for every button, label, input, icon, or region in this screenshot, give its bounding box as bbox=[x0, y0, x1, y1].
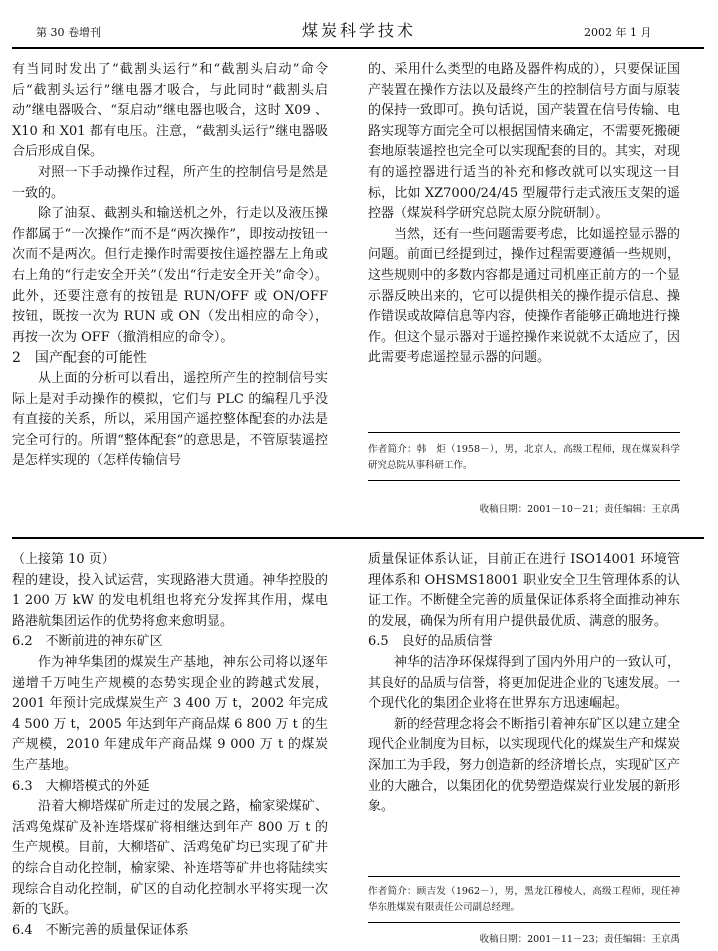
paragraph: 新的经营理念将会不断指引着神东矿区以建立建全现代企业制度为目标，以实现现代化的煤炭生产和煤炭深加工为手段，努力创造新的经济增长点，实现矿区产业的大融合，以集团化的优势塑造煤炭行业发展的新形象。 bbox=[368, 716, 681, 815]
section-heading: 2 国产配套的可能性 bbox=[12, 350, 147, 367]
note-rule bbox=[368, 432, 680, 433]
article-separator bbox=[12, 537, 704, 539]
note-rule bbox=[368, 922, 680, 923]
paragraph: 有当同时发出了“截割头运行”和“截割头启动”命令后“截割头运行”继电器才吸合，与此同时“截割头启动”继电器吸合、“泵启动”继电器也吸合，这时 X09 、X10 和 X01 都有电压。注意，“截割头运行”继电器吸合后形成自保。 bbox=[12, 62, 328, 160]
continuation-note: （上接第 10 页） bbox=[12, 552, 115, 567]
author-note: 作者简介：顾吉发（1962－），男，黑龙江穆棱人，高级工程师，现任神华东胜煤炭有限责任公司副总经理。 bbox=[368, 886, 680, 913]
paragraph: 对照一下手动操作过程，所产生的控制信号是然是一致的。 bbox=[12, 164, 328, 201]
volume-label: 第 30 卷增刊 bbox=[36, 26, 101, 39]
paragraph: 质量保证体系认证，目前正在进行 ISO14001 环境管理体系和 OHSMS18001 职业安全卫生管理体系的认证工作。不断健全完善的质量保证体系将全面推动神东的发展，确保为所有用户提供最优质、满意的服务。 bbox=[368, 552, 681, 629]
paragraph: 沿着大柳塔煤矿所走过的发展之路，榆家梁煤矿、活鸡兔煤矿及补连塔煤矿将相继达到年产 800 万 t 的生产规模。目前，大柳塔矿、活鸡兔矿均已实现了矿井的综合自动化控制，榆家梁、补连塔等矿井也将陆续实现综合自动化控制，矿区的自动化控制水平将实现一次新的飞跃。 bbox=[12, 799, 328, 918]
bottom-right-column bbox=[368, 550, 680, 818]
paragraph: 神华的洁净环保煤得到了国内外用户的一致认可，其良好的品质与信誉，将更加促进企业的飞速发展。一个现代化的集团企业将在世界东方迅速崛起。 bbox=[368, 654, 681, 712]
section-heading: 6.3 大柳塔模式的外延 bbox=[12, 778, 150, 794]
journal-title: 煤炭科学技术 bbox=[301, 21, 416, 40]
paragraph: 的、采用什么类型的电路及器件构成的），只要保证国产装置在操作方法以及最终产生的控制信号方面与原装的保持一致即可。换句话说，国产装置在信号传输、电路实现等方面完全可以根据国情来确定，不需要死搬硬套地原装遥控也完全可以实现配套的目的。其实，对现有的遥控器进行适当的补充和修改就可以实现这一目标，比如 XZ7000/24/45 型履带行走式液压支架的遥控器（煤炭科学研究总院太原分院研制）。 bbox=[368, 62, 681, 222]
section-heading: 6.4 不断完善的质量保证体系 bbox=[12, 922, 189, 938]
section-heading: 6.2 不断前进的神东矿区 bbox=[12, 634, 163, 650]
header-rule bbox=[12, 47, 704, 49]
note-rule bbox=[368, 480, 680, 481]
received-date: 收稿日期：2001－11－23；责任编辑：王京禹 bbox=[479, 934, 680, 945]
received-date: 收稿日期：2001－10－21；责任编辑：王京禹 bbox=[479, 504, 680, 515]
paragraph: 除了油泵、截割头和输送机之外，行走以及液压操作都属于“一次操作”而不是“两次操作”，即按动按钮一次而不是两次。但行走操作时需要按住遥控器左上角或右上角的“行走安全开关”（发出“行走安全开关”命令）。此外，还要注意有的按钮是 RUN/OFF 或 ON/OFF 按钮，既按一次为 RUN 或 ON（发出相应的命令），再按一次为 OFF（撤消相应的命令）。 bbox=[12, 206, 328, 345]
top-right-column bbox=[368, 60, 680, 369]
top-left-column bbox=[12, 60, 328, 472]
author-note: 作者简介：韩 炬（1958－），男，北京人，高级工程师，现在煤炭科学研究总院从事科研工作。 bbox=[368, 444, 680, 471]
paragraph: 从上面的分析可以看出，遥控所产生的控制信号实际上是对手动操作的模拟，它们与 PLC 的编程几乎没有直接的关系，所以，采用国产遥控整体配套的办法是完全可行的。所谓“整体配套”的意思是，不管原装遥控是怎样实现的（怎样传输信号 bbox=[12, 370, 328, 469]
issue-date: 2002 年 1 月 bbox=[584, 26, 652, 39]
bottom-left-column bbox=[12, 550, 328, 941]
section-heading: 6.5 良好的品质信誉 bbox=[368, 634, 493, 650]
paragraph: 程的建设，投入试运营，实现路港大贯通。神华控股的 1 200 万 kW 的发电机组也将充分发挥其作用，煤电路港航集团运作的优势将愈来愈明显。 bbox=[12, 572, 328, 629]
running-header bbox=[0, 18, 718, 42]
note-rule bbox=[368, 876, 680, 877]
paragraph: 作为神华集团的煤炭生产基地，神东公司将以逐年递增千万吨生产规模的态势实现企业的跨越式发展，2001 年预计完成煤炭生产 3 400 万 t，2002 年完成 4 500 万 t，2005 年达到年产商品煤 6 800 万 t 的生产规模，2010 年建成年产商品煤 9 000 万 t 的煤炭生产基地。 bbox=[12, 654, 328, 773]
paragraph: 当然，还有一些问题需要考虑，比如遥控显示器的问题。前面已经提到过，操作过程需要遵循一些规则，这些规则中的多数内容都是通过司机座正前方的一个显示器反映出来的，它可以提供相关的操作提示信息、操作错误或故障信息等内容，使操作者能够正确地进行操作。但这个显示器对于遥控操作来说就不太适应了，因此需要考虑遥控显示器的问题。 bbox=[368, 226, 681, 366]
